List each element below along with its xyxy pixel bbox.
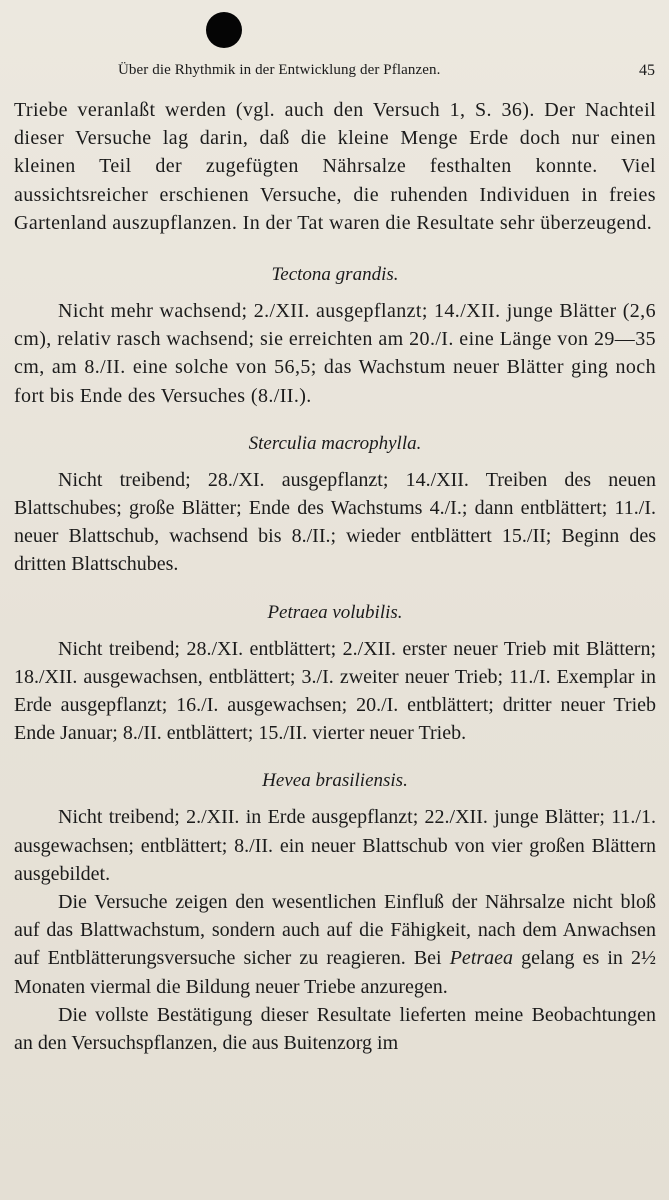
running-header xyxy=(0,62,669,82)
page-number: 45 xyxy=(639,62,655,79)
intro-paragraph: Triebe veranlaßt werden (vgl. auch den Versuch 1, S. 36). Der Nachteil dieser Versuche lag darin, daß die kleine Menge Erde doch nur einen kleinen Teil der zugefügten Nährsalze festhalten konnte. Viel aussichtsreicher erschienen Versuche, die ruhenden Individuen in freies Gartenland auszupflanzen. In der Tat waren die Resultate sehr überzeugend. xyxy=(14,99,656,234)
section-heading-sterculia: Sterculia macrophylla. xyxy=(248,432,422,454)
closing-paragraph-1-start: Die Versuche zeigen den wesentlichen Einfluß der Nährsalze nicht bloß auf das Blattwachstum, sondern auch auf die Fähigkeit, nach dem Anwachsen auf Entblätterungsversuche sicher zu reagieren. Bei xyxy=(14,891,656,970)
running-title: Über die Rhythmik in der Entwicklung der Pflanzen. xyxy=(118,62,441,78)
section-text-petraea: Nicht treibend; 28./XI. entblättert; 2./XII. erster neuer Trieb mit Blättern; 18./XII. ausgewachsen, entblättert; 3./I. zweiter neuer Trieb; 11./I. Exemplar in Erde ausgepflanzt; 16./I. ausgewachsen; 20./I. entblättert; dritter neuer Trieb Ende Januar; 8./II. entblättert; 15./II. vierter neuer Trieb. xyxy=(14,637,656,745)
section-heading-hevea: Hevea brasiliensis. xyxy=(262,770,408,792)
section-heading-tectona: Tectona grandis. xyxy=(271,264,399,286)
punch-hole-mark xyxy=(206,12,242,48)
page-body xyxy=(14,96,656,1057)
closing-paragraph-2: Die vollste Bestätigung dieser Resultate lieferten meine Beobachtungen an den Versuchspflanzen, die aus Buitenzorg im xyxy=(14,1003,656,1055)
section-text-hevea: Nicht treibend; 2./XII. in Erde ausgepflanzt; 22./XII. junge Blätter; 11./1. ausgewachsen; entblättert; 8./II. ein neuer Blattschub von vier großen Blättern ausgebildet. xyxy=(14,806,656,885)
section-text-sterculia: Nicht treibend; 28./XI. ausgepflanzt; 14./XII. Treiben des neuen Blattschubes; große Blätter; Ende des Wachstums 4./I.; dann entblättert; 11./I. neuer Blattschub, wachsend bis 8./II.; wieder entblättert 15./II; Beginn des dritten Blattschubes. xyxy=(14,468,656,576)
section-text-tectona: Nicht mehr wachsend; 2./XII. ausgepflanzt; 14./XII. junge Blätter (2,6 cm), relativ rasch wachsend; sie erreichten am 20./I. eine Länge von 29—35 cm, am 8./II. eine solche von 56,5; das Wachstum neuer Blätter ging noch fort bis Ende des Versuches (8./II.). xyxy=(14,300,656,407)
closing-paragraph-1-genus: Petraea xyxy=(449,947,514,970)
section-heading-petraea: Petraea volubilis. xyxy=(267,601,403,623)
closing-paragraph-1 xyxy=(14,888,656,1001)
closing-paragraph-1-end: gelang es in 2½ Monaten viermal die Bildung neuer Triebe anzuregen. xyxy=(14,947,657,998)
